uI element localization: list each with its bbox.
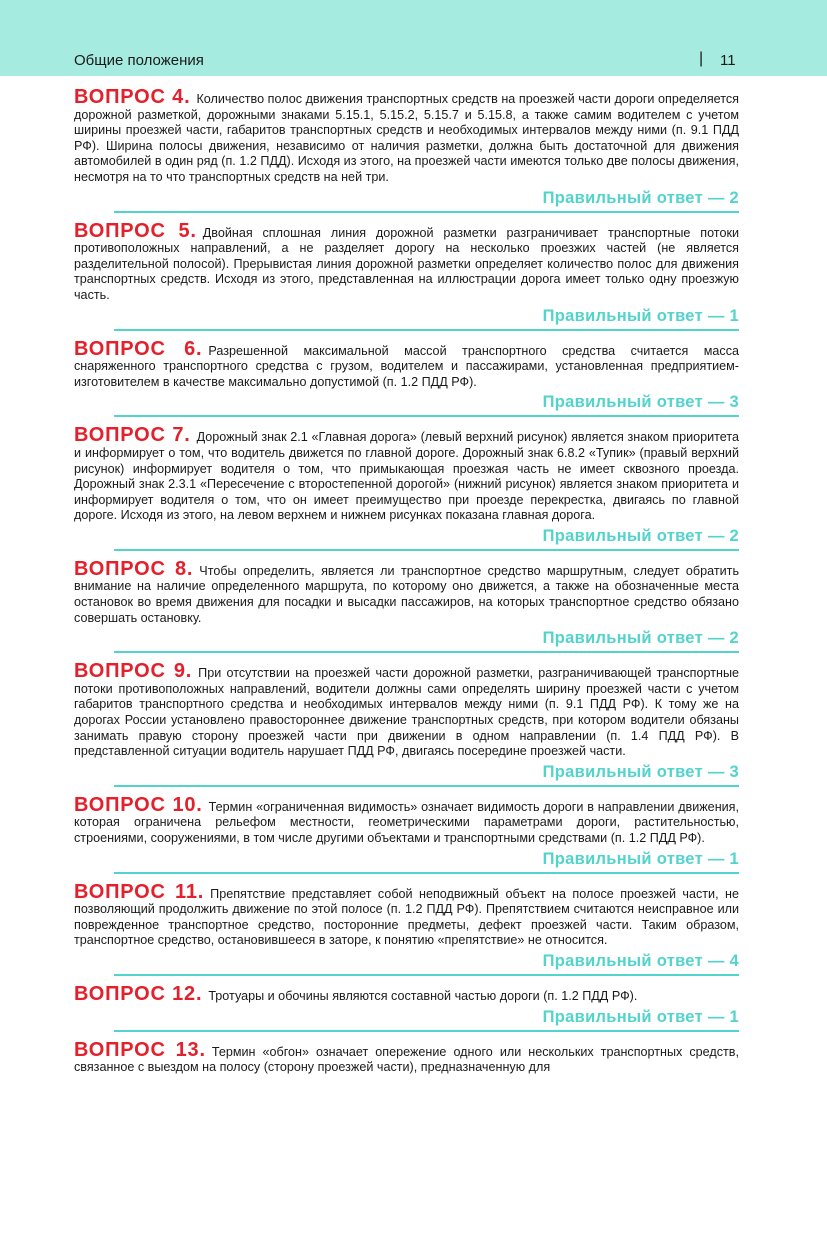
explanation-text: Дорожный знак 2.1 «Главная дорога» (левый верхний рисунок) является знаком приоритета и информирует о том, что водитель движется по главной дороге. Дорожный знак 6.8.2 «Тупик» (правый верхний рисунок) информирует водителя о том, что примыкающая проезжая часть не имеет сквозного проезда. Дорожный знак 2.3.1 «Пересечение с второстепенной дорогой» (нижний рисунок) является знаком приоритета и информирует водителя о том, что он имеет преимущество при проезде перекрестка, двигаясь по главной дороге. Исходя из этого, на левом верхнем и нижнем рисунках показана главная дорога. [74,430,740,523]
question-block [74,880,739,976]
question-label: ВОПРОС 7. [74,424,191,447]
question-text-block [74,219,739,304]
correct-answer: Правильный ответ — 3 [542,762,739,781]
explanation-text: При отсутствии на проезжей части дорожной разметки, разграничивающей транспортные потоки противоположных направлений, водители должны сами определять ширину проезжей части с учетом габаритов транспортного средства и необходимых интервалов между ними (п. 9.1 ПДД РФ). К тому же на дорогах России установлено правостороннее движение транспортных средств, при котором водители обязаны занимать правую сторону проезжей части при движении в одном направлении (п. 1.4 ПДД РФ). В представленной ситуации водитель нарушает ПДД РФ, двигаясь посередине проезжей части. [74,666,739,759]
correct-answer: Правильный ответ — 2 [542,526,739,545]
correct-answer: Правильный ответ — 2 [542,188,739,207]
question-block [74,793,739,874]
correct-answer: Правильный ответ — 2 [542,629,739,648]
divider-line [114,549,739,551]
question-label: ВОПРОС 13. [74,1038,206,1061]
question-block [74,424,740,551]
divider-line [114,1030,739,1032]
correct-answer: Правильный ответ — 1 [542,849,739,868]
question-text-block [74,982,739,1005]
question-label: ВОПРОС 5. [74,219,197,242]
section-title: Общие положения [74,52,204,69]
question-text-block [74,557,740,626]
question-text-block [74,1038,739,1076]
question-block [74,557,740,653]
question-text-block [74,660,739,760]
question-text-block [74,86,740,186]
question-text-block [74,337,740,391]
explanation-text: Двойная сплошная линия дорожной разметки разграничивает транспортные потоки противоположных направлений, а не разделяет дорогу на несколько проезжих частей (не является разделительной полосой). Прерывистая линия дорожной разметки определяет количество полос для движения транспортных средств. Исходя из этого, представленная на иллюстрации дорога имеет только одну проезжую часть. [74,225,739,302]
explanation-text: Термин «обгон» означает опережение одного или нескольких транспортных средств, связанное с выездом на полосу (сторону проезжей части), предназначенную для [74,1044,739,1075]
explanation-text: Чтобы определить, является ли транспортное средство маршрутным, следует обратить внимание на наличие определенного маршрута, по которому оно движется, а также на обозначенные места остановок во время движения для посадки и высадки пассажиров, на которых транспортное средство обязано совершать остановку. [74,563,740,625]
correct-answer: Правильный ответ — 1 [542,1007,739,1026]
question-label: ВОПРОС 6. [74,337,203,360]
question-block [74,982,739,1032]
question-label: ВОПРОС 4. [74,86,191,108]
question-label: ВОПРОС 10. [74,793,203,816]
explanation-text: Препятствие представляет собой неподвижный объект на полосе проезжей части, не позволяющий продолжить движение по этой полосе (п. 1.2 ПДД РФ). Препятствием считаются неисправное или поврежденное транспортное средство, посторонние предметы, дефект проезжей части. Таким образом, транспортное средство, остановившееся в заторе, к понятию «препятствие» не относится. [74,886,739,948]
question-label: ВОПРОС 8. [74,557,194,580]
divider-line [114,974,739,976]
divider-line [114,329,739,331]
questions-list [74,86,740,1076]
divider-line [114,211,739,213]
question-block [74,86,740,213]
explanation-text: Термин «ограниченная видимость» означает видимость дороги в направлении движения, которая ограничена рельефом местности, геометрическими параметрами дороги, растительностью, строениями, сооружениями, в том числе другими объектами и транспортными средствами (п. 1.2 ПДД РФ). [74,799,739,845]
page-header [0,0,827,76]
explanation-text: Количество полос движения транспортных средств на проезжей части дороги определяется дорожной разметкой, дорожными знаками 5.15.1, 5.15.2, 5.15.7 и 5.15.8, а также самим водителем с учетом ширины проезжей части, габаритов транспортных средств и необходимых интервалов между ними (п. 9.1 ПДД РФ). Ширина полосы движения, независимо от наличия разметки, должна быть достаточной для движения автомобилей в один ряд (п. 1.2 ПДД). Исходя из этого, на проезжей части имеются только две полосы движения, несмотря на то что транспортных средств на ней три. [74,92,740,184]
question-text-block [74,793,739,847]
explanation-text: Разрешенной максимальной массой транспортного средства считается масса снаряженного транспортного средства с грузом, водителем и пассажирами, установленная предприятием-изготовителем в качестве максимально допустимой (п. 1.2 ПДД РФ). [74,343,740,389]
divider-line [114,872,739,874]
page-number: 11 [720,52,736,69]
explanation-text: Тротуары и обочины являются составной частью дороги (п. 1.2 ПДД РФ). [208,988,638,1003]
correct-answer: Правильный ответ — 1 [542,306,739,325]
question-block [74,337,740,418]
question-label: ВОПРОС 12. [74,982,203,1005]
question-label: ВОПРОС 11. [74,880,205,903]
question-block [74,219,739,331]
question-label: ВОПРОС 9. [74,660,193,683]
divider-line [114,651,739,653]
correct-answer: Правильный ответ — 4 [542,951,739,970]
divider-line [114,785,739,787]
question-text-block [74,424,740,524]
divider-line [114,415,739,417]
question-block [74,660,739,787]
question-text-block [74,880,739,949]
question-block [74,1038,739,1076]
header-separator: | [699,50,704,67]
correct-answer: Правильный ответ — 3 [542,393,739,412]
